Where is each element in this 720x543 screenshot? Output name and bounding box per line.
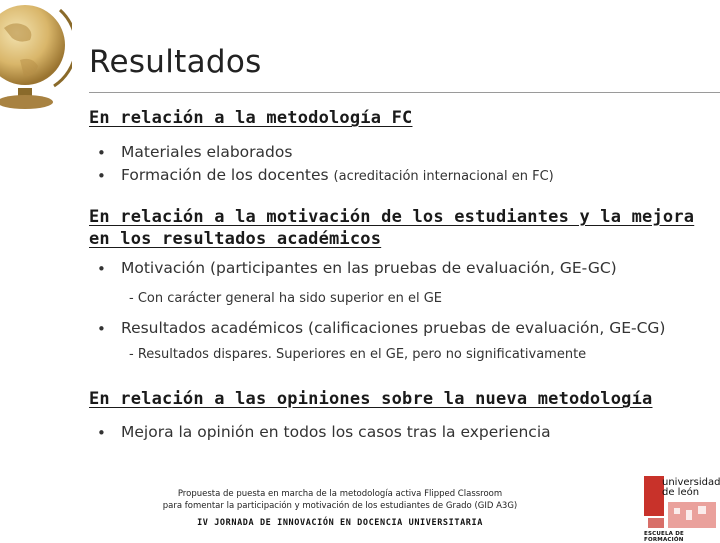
- university-logo-footer: ESCUELA DE FORMACIÓN: [644, 531, 684, 543]
- footer-line-1: Propuesta de puesta en marcha de la metodología activa Flipped Classroom: [177, 489, 503, 499]
- bullet-materials: Materiales elaborados: [121, 143, 293, 161]
- bullet-dot: •: [97, 260, 106, 278]
- slide-title: Resultados: [89, 44, 262, 80]
- footer-line-2: para fomentar la participación y motivación de los estudiantes de Grado (GID A3G): [162, 501, 518, 511]
- bullet-dot: •: [97, 320, 106, 338]
- bullet-opinion: Mejora la opinión en todos los casos tras la experiencia: [121, 423, 551, 441]
- university-logo-name: universidad de león: [662, 477, 720, 498]
- bullet-teacher-training: [121, 166, 554, 184]
- bullet-teacher-training-text: Formación de los docentes: [121, 166, 334, 184]
- section-heading-opinions: En relación a las opiniones sobre la nueva metodología: [89, 389, 653, 409]
- sub-motivation: - Con carácter general ha sido superior en el GE: [129, 291, 443, 306]
- bullet-teacher-training-note: (acreditación internacional en FC): [333, 169, 554, 184]
- bullet-academic-results: Resultados académicos (calificaciones pruebas de evaluación, GE-CG): [121, 319, 666, 337]
- bullet-dot: •: [97, 424, 106, 442]
- bullet-dot: •: [97, 144, 106, 162]
- footer-event-title: IV JORNADA DE INNOVACIÓN EN DOCENCIA UNIVERSITARIA: [197, 518, 483, 528]
- section-heading-motivation: En relación a la motivación de los estudiantes y la mejora en los resultados académicos: [89, 207, 695, 249]
- globe-icon: [0, 0, 72, 120]
- section-heading-methodology: En relación a la metodología FC: [89, 108, 413, 128]
- title-divider: [89, 92, 720, 93]
- bullet-dot: •: [97, 167, 106, 185]
- bullet-motivation: Motivación (participantes en las pruebas de evaluación, GE-GC): [121, 259, 617, 277]
- sub-academic-results: - Resultados dispares. Superiores en el GE, pero no significativamente: [129, 347, 587, 362]
